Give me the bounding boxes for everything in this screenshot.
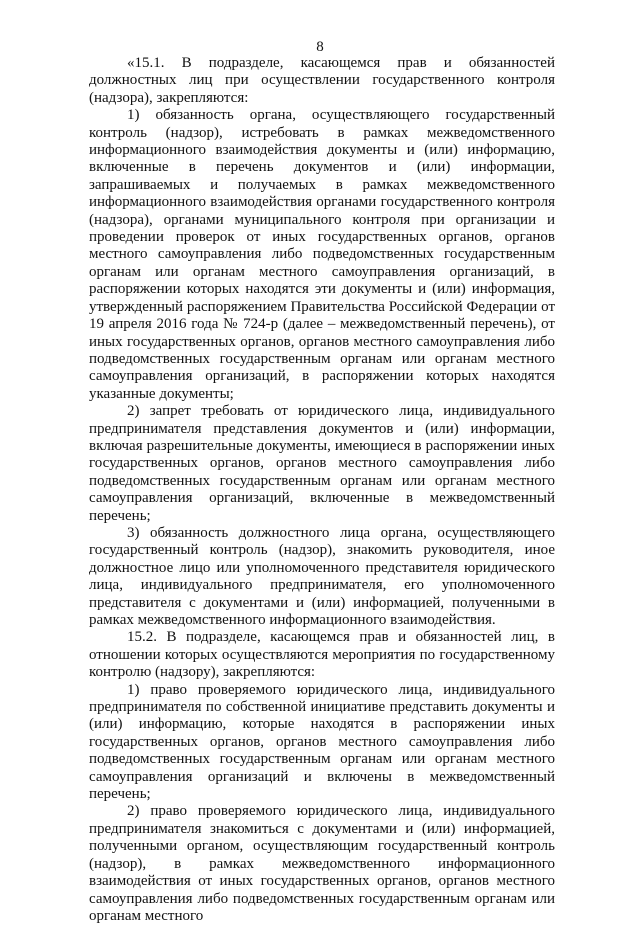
paragraph-15-2-item-1: 1) право проверяемого юридического лица, индивидуального предпринимателя по собственной инициативе представить документы и (или) информацию, которые находятся в распоряжении иных государственных органов, органов местного самоуправления либо подведомственных государственным органам или органам местного самоуправления организаций и включены в межведомственный перечень; (89, 681, 555, 803)
paragraph-15-1-item-3: 3) обязанность должностного лица органа, осуществляющего государственный контроль (надзор), знакомить руководителя, иное должностное лицо или уполномоченного представителя юридического лица, индивидуального предпринимателя, его уполномоченного представителя с документами и (или) информацией, полученными в рамках межведомственного информационного взаимодействия. (89, 524, 555, 628)
paragraph-15-1-item-1: 1) обязанность органа, осуществляющего государственный контроль (надзор), истребовать в рамках межведомственного информационного взаимодействия документы и (или) информацию, включенные в перечень документов и (или) информации, запрашиваемых и получаемых в рамках межведомственного информационного взаимодействия органами государственного контроля (надзора), органами муниципального контроля при организации и проведении проверок от иных государственных органов, органов местного самоуправления либо подведомственных государственным органам или органам местного самоуправления организаций, в распоряжении которых находятся эти документы и (или) информация, утвержденный распоряжением Правительства Российской Федерации от 19 апреля 2016 года № 724-р (далее – межведомственный перечень), от иных государственных органов, органов местного самоуправления либо подведомственных государственным органам или органам местного самоуправления организаций, в распоряжении которых находятся указанные документы; (89, 107, 555, 402)
paragraph-15-2-intro: 15.2. В подразделе, касающемся прав и обязанностей лиц, в отношении которых осуществляются мероприятия по государственному контролю (надзору), закрепляются: (89, 629, 555, 681)
paragraph-15-1-intro: «15.1. В подразделе, касающемся прав и обязанностей должностных лиц при осуществлении государственного контроля (надзора), закрепляются: (89, 55, 555, 106)
document-body (89, 55, 555, 925)
paragraph-15-1-item-2: 2) запрет требовать от юридического лица, индивидуального предпринимателя представления документов и (или) информации, включая разрешительные документы, имеющиеся в распоряжении иных государственных органов, органов местного самоуправления либо подведомственных государственным органам или органам местного самоуправления организаций, включенные в межведомственный перечень; (89, 403, 555, 524)
page-number: 8 (316, 39, 324, 55)
paragraph-15-2-item-2: 2) право проверяемого юридического лица, индивидуального предпринимателя знакомиться с документами и (или) информацией, полученными органом, осуществляющим государственный контроль (надзор), в рамках межведомственного информационного взаимодействия от иных государственных органов, органов местного самоуправления либо подведомственных государственным органам или органам местного (89, 803, 555, 924)
